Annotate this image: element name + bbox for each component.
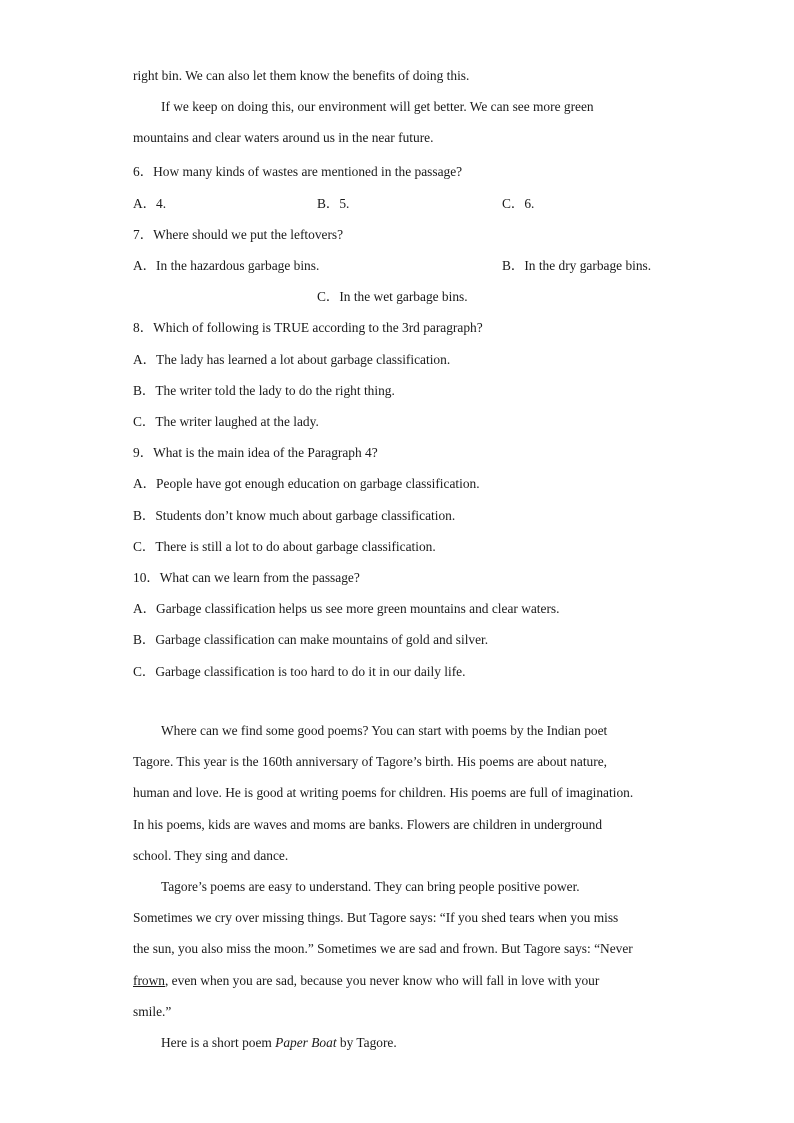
question-7-option-c[interactable]: C．In the wet garbage bins. [317,289,468,304]
passage-line: If we keep on doing this, our environment will get better. We can see more green [161,99,594,114]
passage-line [133,973,599,989]
question-7-option-a[interactable]: A．In the hazardous garbage bins. [133,258,320,273]
question-7-stem: 7．Where should we put the leftovers? [133,227,344,242]
passage-line: In his poems, kids are waves and moms are banks. Flowers are children in underground [133,817,603,832]
passage-line: right bin. We can also let them know the benefits of doing this. [133,68,470,83]
question-9-option-a[interactable]: A．People have got enough education on garbage classification. [133,476,480,491]
question-6-option-c[interactable]: C．6. [502,196,535,211]
passage-text: by Tagore. [336,1035,397,1050]
passage-text: , even when you are sad, because you never know who will fall in love with your [164,973,600,988]
poem-title: Paper Boat [275,1035,337,1050]
passage-line: mountains and clear waters around us in the near future. [133,130,434,145]
question-6-stem: 6．How many kinds of wastes are mentioned in the passage? [133,164,463,179]
question-7-option-b[interactable]: B．In the dry garbage bins. [502,258,652,273]
passage-line: Where can we find some good poems? You can start with poems by the Indian poet [161,723,608,738]
passage-line [161,1035,397,1051]
question-8-option-c[interactable]: C．The writer laughed at the lady. [133,414,319,429]
passage-text: Here is a short poem [161,1035,276,1050]
passage-line: Tagore. This year is the 160th anniversary of Tagore’s birth. His poems are about nature, [133,754,607,769]
passage-line: Tagore’s poems are easy to understand. They can bring people positive power. [161,879,580,894]
passage-line: the sun, you also miss the moon.” Sometimes we are sad and frown. But Tagore says: “Never [133,941,633,956]
question-9-option-b[interactable]: B．Students don’t know much about garbage classification. [133,508,456,523]
underlined-word-frown: frown [133,973,165,988]
question-8-option-b[interactable]: B．The writer told the lady to do the right thing. [133,383,395,398]
passage-line: Sometimes we cry over missing things. But Tagore says: “If you shed tears when you miss [133,910,619,925]
passage-line: smile.” [133,1004,172,1019]
question-10-option-a[interactable]: A．Garbage classification helps us see more green mountains and clear waters. [133,601,560,616]
passage-line: human and love. He is good at writing poems for children. His poems are full of imagination. [133,785,634,800]
question-6-option-b[interactable]: B．5. [317,196,350,211]
question-6-option-a[interactable]: A．4. [133,196,167,211]
question-8-option-a[interactable]: A．The lady has learned a lot about garbage classification. [133,352,451,367]
question-10-option-b[interactable]: B．Garbage classification can make mountains of gold and silver. [133,632,489,647]
question-9-option-c[interactable]: C．There is still a lot to do about garbage classification. [133,539,436,554]
question-9-stem: 9．What is the main idea of the Paragraph 4? [133,445,378,460]
question-10-option-c[interactable]: C．Garbage classification is too hard to do it in our daily life. [133,664,466,679]
passage-line: school. They sing and dance. [133,848,289,863]
question-8-stem: 8．Which of following is TRUE according to the 3rd paragraph? [133,320,483,335]
question-10-stem: 10．What can we learn from the passage? [133,570,360,585]
